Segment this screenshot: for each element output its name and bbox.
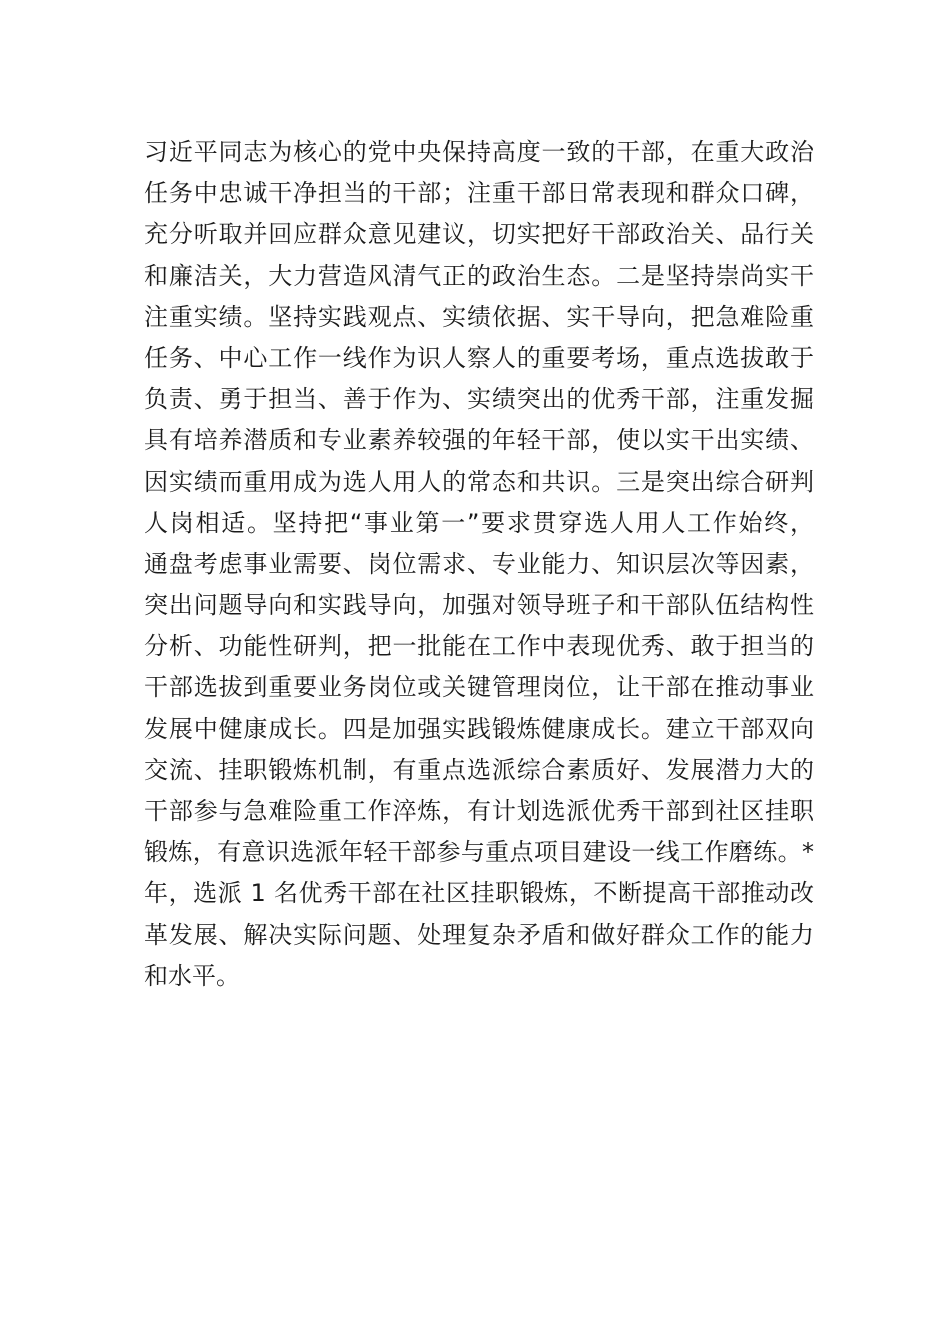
- text-line-11: 通盘考虑事业需要、岗位需求、专业能力、知识层次等因素，: [144, 549, 814, 578]
- text-line-12: 突出问题导向和实践导向，加强对领导班子和干部队伍结构性: [144, 591, 814, 620]
- text-line-16: 交流、挂职锻炼机制，有重点选派综合素质好、发展潜力大的: [144, 755, 814, 784]
- text-line-20: 革发展、解决实际问题、处理复杂矛盾和做好群众工作的能力: [144, 920, 814, 949]
- text-line-19: 年，选派 1 名优秀干部在社区挂职锻炼，不断提高干部推动改: [144, 879, 814, 908]
- body-paragraph: [144, 132, 814, 997]
- text-line-17: 干部参与急难险重工作淬炼，有计划选派优秀干部到社区挂职: [144, 797, 814, 825]
- text-line-14: 干部选拔到重要业务岗位或关键管理岗位，让干部在推动事业: [144, 673, 814, 702]
- text-line-13: 分析、功能性研判，把一批能在工作中表现优秀、敢于担当的: [144, 632, 814, 661]
- text-line-2: 任务中忠诚干净担当的干部；注重干部日常表现和群众口碑，: [144, 179, 814, 208]
- text-line-5: 注重实绩。坚持实践观点、实绩依据、实干导向，把急难险重: [144, 302, 814, 331]
- text-line-4: 和廉洁关，大力营造风清气正的政治生态。二是坚持崇尚实干: [144, 261, 814, 290]
- text-line-18: 锻炼，有意识选派年轻干部参与重点项目建设一线工作磨练。*: [144, 838, 814, 867]
- text-line-15: 发展中健康成长。四是加强实践锻炼健康成长。建立干部双向: [144, 714, 814, 743]
- text-line-8: 具有培养潜质和专业素养较强的年轻干部，使以实干出实绩、: [144, 426, 814, 455]
- text-line-1: 习近平同志为核心的党中央保持高度一致的干部，在重大政治: [144, 138, 814, 166]
- text-line-21: 和水平。: [144, 961, 240, 990]
- text-line-10: 人岗相适。坚持把“事业第一”要求贯穿选人用人工作始终，: [144, 508, 814, 537]
- text-line-3: 充分听取并回应群众意见建议，切实把好干部政治关、品行关: [144, 220, 814, 249]
- text-line-7: 负责、勇于担当、善于作为、实绩突出的优秀干部，注重发掘: [144, 385, 814, 414]
- text-line-6: 任务、中心工作一线作为识人察人的重要考场，重点选拔敢于: [144, 343, 814, 372]
- text-line-9: 因实绩而重用成为选人用人的常态和共识。三是突出综合研判: [144, 467, 814, 496]
